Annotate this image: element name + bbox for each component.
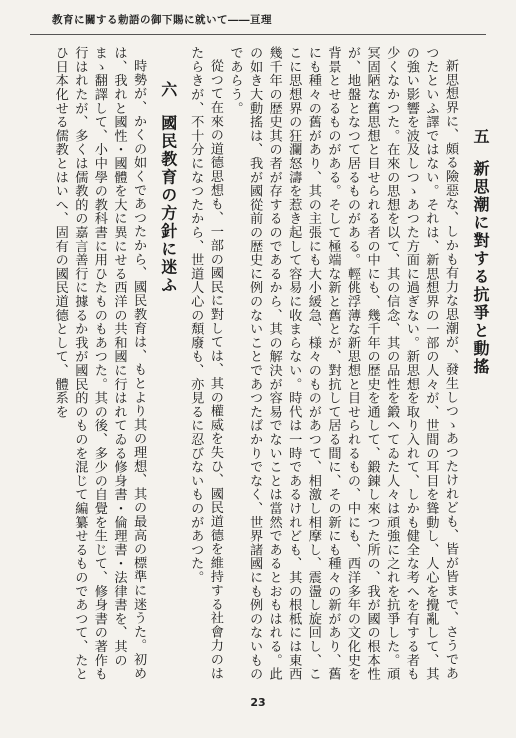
body-paragraph: 從つて在來の道德思想も、一部の國民に對しては、其の權威を失ひ、國民道德を維持する社會力のはたらきが、不十分になつたから、世道人心の頽廢も、亦見るに忍びないものがあつた。	[188, 46, 223, 681]
header-rule	[30, 34, 486, 35]
section-number: 六	[158, 81, 178, 100]
vertical-text-body	[28, 46, 460, 686]
section-title: 國民教育の方針に迷ふ	[158, 114, 178, 295]
running-head	[0, 8, 516, 40]
body-paragraph: 新思想界に、頗る險惡な、しかも有力な思潮が、發生しつゝあつたけれども、皆が皆まで、さうであつたといふ譯ではない。それは、新思想界の一部の人々が、世間の耳目を聳動し、人心を攪亂して、其の強い影響を波及しつゝあつた方面に過ぎない。新思想を取り入れて、しかも健全な考へを有する者も少くなかつた。在來の思想を以て、其の信念、其の品性を鍛へてゐた人々は頑強に之れを抗爭した。頑冥固陋な舊思想と目せられる者の中にも、幾千年の歴史を通して、鍛錬し來つた所の、我が國の根本性が、地盤となつて居るものがある。輕佻浮薄な新思想と目せられるもの、中にも、西洋多年の文化史を背景とせるものがある。そして極端な新と舊とが、對抗して居る間に、その新にも種々の新があり、舊にも種々の舊があり、其の主張にも大小緩急、様々のものがあつて、相激し相摩し、震盪し旋回し、ここに思想界の狂瀾怒濤を惹き起して容易に收まらない。時代は一時であるけれども、其の根柢には東西幾千年の歴史其の者が存するのであるから、其の解決が容易でないことは當然であるとおもはれる。此の如き大動搖は、我が國從前の歴史に例のないことであつたばかりでなく、世界諸國にも例のないものであらう。	[227, 46, 458, 681]
running-head-title: 教育に關する勅語の御下賜に就いて――亘理	[52, 14, 272, 26]
section-title: 新思潮に對する抗爭と動搖	[471, 160, 490, 376]
section-heading-5	[469, 128, 492, 376]
section-number: 五	[471, 128, 490, 146]
page-number: 23	[250, 696, 266, 709]
body-paragraph: 時勢が、かくの如くであつたから、國民教育は、もとより其の理想、其の最高の標準に迷うた。初めは、我れと國性・國體を大に異にせる西洋の共和國に行はれてゐる修身書・倫理書・法律書を、其のまゝ翻譯して、小中學の教科書に用ひたものもあつた。其の後、多少の自覺を生じて、修身書の著作も行はれたが、多くは儒教的の嘉言善行に據るか我が國民的のものを混じて編纂せるものであつて、たとひ日本化せる儒教とはいへ、固有の國民道德として、體系を	[52, 46, 147, 681]
section-heading	[158, 46, 178, 686]
